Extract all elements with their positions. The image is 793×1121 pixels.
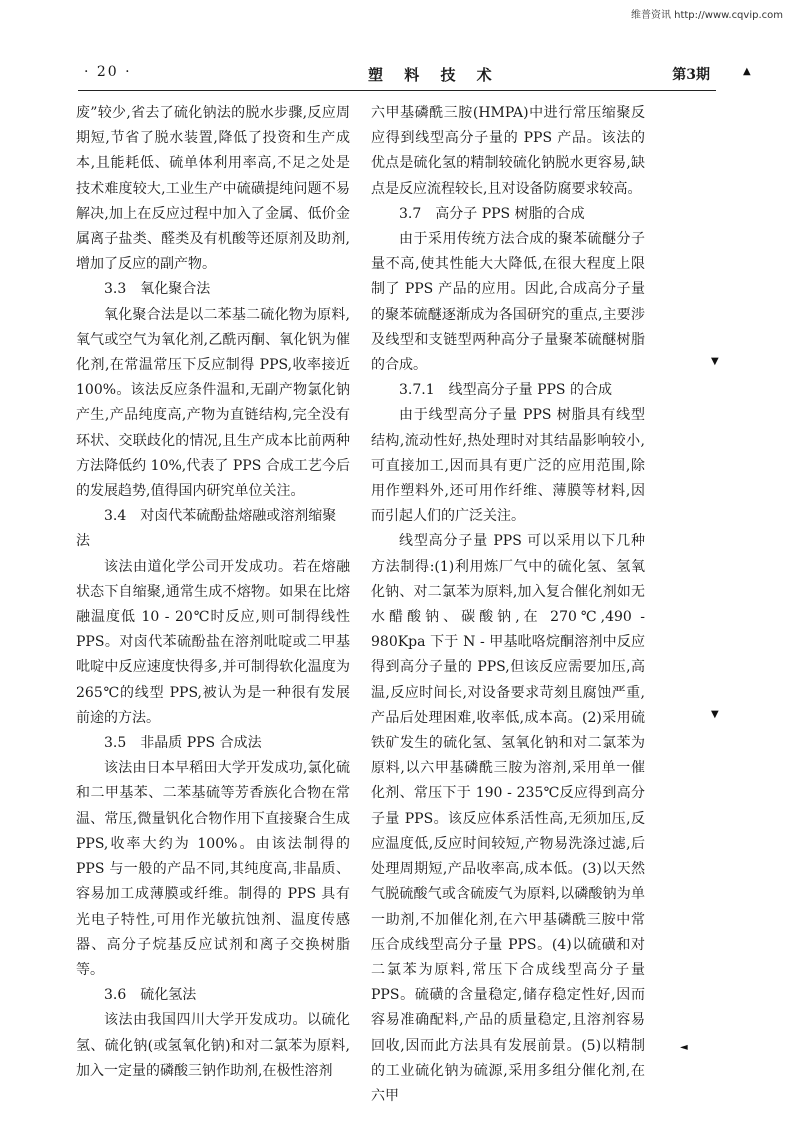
paragraph: 由于采用传统方法合成的聚苯硫醚分子量不高,使其性能大大降低,在很大程度上限制了 PPS 产品的应用。因此,合成高分子量的聚苯硫醚逐渐成为各国研究的重点,主要涉及线型和支链型两种高分子量聚苯硫醚树脂的合成。 <box>371 231 645 374</box>
margin-mark-top-right: ▲ <box>743 66 751 77</box>
journal-title: 塑 料 技 术 <box>368 66 500 84</box>
margin-mark-right-bottom: ◄ <box>680 1042 688 1053</box>
paragraph: 线型高分子量 PPS 可以采用以下几种方法制得:(1)利用炼厂气中的硫化氢、氢氧化钠、对二氯苯为原料,加入复合催化剂如无水醋酸钠、碳酸钠,在 270℃,490 - 980Kpa 下于 N - 甲基吡咯烷酮溶剂中反应得到高分子量的 PPS,但该反应需要加压,高温,反应时间长,对设备要求苛刻且腐蚀严重,产品后处理困难,收率低,成本高。(2)采用硫铁矿发生的硫化氢、氢氧化钠和对二氯苯为原料,以六甲基磷酰三胺为溶剂,采用单一催化剂、常压下于 190 - 235℃反应得到高分子量 PPS。该反应体系活性高,无须加压,反应温度低,反应时间较短,产物易洗涤过滤,后处理周期短,产品收率高,成本低。(3)以天然气脱硫酸气或含硫废气为原料,以磷酸钠为单一助剂,不加催化剂,在六甲基磷酰三胺中常压合成线型高分子量 PPS。(4)以硫磺和对二氯苯为原料,常压下合成线型高分子量 PPS。硫磺的含量稳定,储存稳定性好,因而容易准确配料,产品的质量稳定,且溶剂容易回收,因而此方法具有发展前景。(5)以精制的工业硫化钠为硫源,采用多组分催化剂,在六甲 <box>371 533 645 1104</box>
section-heading: 3.3 氧化聚合法 <box>104 281 211 298</box>
paragraph: 六甲基磷酰三胺(HMPA)中进行常压缩聚反应得到线型高分子量的 PPS 产品。该法的优点是硫化氢的精制较硫化钠脱水更容易,缺点是反应流程较长,且对设备防腐要求较高。 <box>371 105 645 197</box>
paragraph: 该法由日本早稻田大学开发成功,氯化硫和二甲基苯、二苯基硫等芳香族化合物在常温、常压,微量钒化合物作用下直接聚合生成 PPS,收率大约为 100%。由该法制得的 PPS 与一般的产品不同,其纯度高,非晶质、容易加工成薄膜或纤维。制得的 PPS 具有光电子特性,可用作光敏抗蚀剂、温度传感器、高分子烷基反应试剂和离子交换树脂等。 <box>76 760 350 978</box>
paragraph: 废”较少,省去了硫化钠法的脱水步骤,反应周期短,节省了脱水装置,降低了投资和生产成本,且能耗低、硫单体利用率高,不足之处是技术难度较大,工业生产中硫磺提纯问题不易解决,加上在反应过程中加入了金属、低价金属离子盐类、醛类及有机酸等还原剂及助剂,增加了反应的副产物。 <box>76 105 350 273</box>
margin-mark-right-mid: ▼ <box>711 356 719 367</box>
section-heading: 3.7.1 线型高分子量 PPS 的合成 <box>399 382 612 399</box>
issue-number: 第3期 <box>672 67 710 83</box>
header-rule <box>78 90 716 91</box>
section-heading: 3.6 硫化氢法 <box>104 987 197 1004</box>
section-heading: 3.7 高分子 PPS 树脂的合成 <box>399 205 585 222</box>
section-heading: 3.5 非晶质 PPS 合成法 <box>104 735 262 752</box>
paragraph: 该法由道化学公司开发成功。若在熔融状态下自缩聚,通常生成不熔物。如果在比熔融温度低 10 - 20℃时反应,则可制得线性 PPS。对卤代苯硫酚盐在溶剂吡啶或二甲基吡啶中反应速度快得多,并可制得软化温度为 265℃的线型 PPS,被认为是一种很有发展前途的方法。 <box>76 558 350 726</box>
page-number: · 20 · <box>84 64 132 80</box>
paragraph: 氧化聚合法是以二苯基二硫化物为原料,氧气或空气为氧化剂,乙酰丙酮、氧化钒为催化剂,在常温常压下反应制得 PPS,收率接近 100%。该法反应条件温和,无副产物氯化钠产生,产品纯度高,产物为直链结构,完全没有环状、交联歧化的情况,且生产成本比前两种方法降低约 10%,代表了 PPS 合成工艺今后的发展趋势,值得国内研究单位关注。 <box>76 306 350 500</box>
paragraph: 由于线型高分子量 PPS 树脂具有线型结构,流动性好,热处理时对其结晶影响较小,可直接加工,因而具有更广泛的应用范围,除用作塑料外,还可用作纤维、薄膜等材料,因而引起人们的广泛关注。 <box>371 407 645 525</box>
section-heading: 3.4 对卤代苯硫酚盐熔融或溶剂缩聚法 <box>76 508 337 550</box>
paragraph: 该法由我国四川大学开发成功。以硫化氢、硫化钠(或氢氧化钠)和对二氯苯为原料,加入一定量的磷酸三钠作助剂,在极性溶剂 <box>76 1012 350 1079</box>
watermark-url: 维普资讯 http://www.cqvip.com <box>630 10 783 21</box>
margin-mark-right-low: ▼ <box>711 709 719 720</box>
right-column <box>371 101 645 1109</box>
left-column <box>76 101 350 1084</box>
running-header <box>78 64 710 84</box>
